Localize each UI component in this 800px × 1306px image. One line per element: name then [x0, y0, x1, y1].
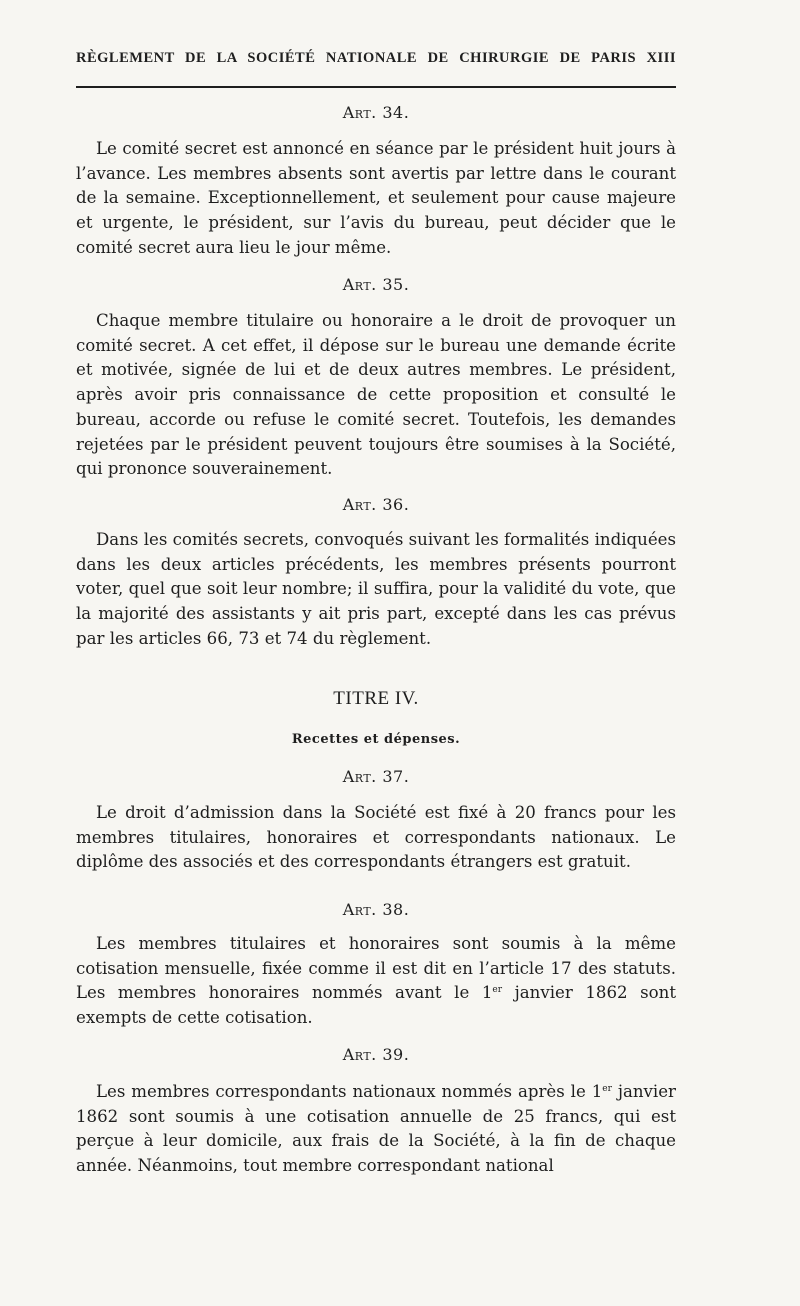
- section-title: TITRE IV.: [333, 688, 419, 709]
- article-35-heading: Art. 35.: [342, 275, 410, 294]
- article-39-text: [76, 1080, 676, 1179]
- article-38-text: [76, 932, 676, 1031]
- section-subtitle: Recettes et dépenses.: [291, 732, 461, 747]
- article-34-text: [76, 137, 676, 261]
- running-header: RÈGLEMENT DE LA SOCIÉTÉ NATIONALE DE CHIRURGIE DE PARIS XIII: [76, 50, 676, 66]
- article-36-heading: Art. 36.: [342, 495, 410, 514]
- article-35-text: [76, 309, 676, 482]
- article-37-text: [76, 801, 676, 875]
- article-38-paragraph: Les membres titulaires et honoraires sont soumis à la même cotisation mensuelle, fixée comme il est dit en l’article 17 des statuts. Les membres honoraires nommés avant le 1er janvier 1862 sont exempts de cette cotisation.: [76, 934, 677, 1028]
- article-36-text: [76, 528, 676, 652]
- article-39-paragraph: Les membres correspondants nationaux nommés après le 1er janvier 1862 sont soumis à une cotisation annuelle de 25 francs, qui est perçue à leur domicile, aux frais de la Société, à la fin de chaque année. Néanmoins, tout membre correspondant national: [76, 1082, 676, 1176]
- article-34-paragraph: Le comité secret est annoncé en séance par le président huit jours à l’avance. Les membres absents sont avertis par lettre dans le courant de la semaine. Exceptionnellement, et seulement pour cause majeure et urgente, le président, sur l’avis du bureau, peut décider que le comité secret aura lieu le jour même.: [76, 139, 676, 257]
- article-39-heading: Art. 39.: [342, 1045, 410, 1064]
- article-37-paragraph: Le droit d’admission dans la Société est fixé à 20 francs pour les membres titulaires, honoraires et correspondants nationaux. Le diplôme des associés et des correspondants étrangers est gratuit.: [76, 803, 676, 872]
- article-37-heading: Art. 37.: [342, 767, 410, 786]
- header-rule: [76, 86, 676, 88]
- article-38-heading: Art. 38.: [342, 900, 410, 919]
- article-35-paragraph: Chaque membre titulaire ou honoraire a le droit de provoquer un comité secret. A cet effet, il dépose sur le bureau une demande écrite et motivée, signée de lui et de deux autres membres. Le président, après avoir pris connaissance de cette proposition et consulté le bureau, accorde ou refuse le comité secret. Toutefois, les demandes rejetées par le président peuvent toujours être soumises à la Société, qui prononce souverainement.: [76, 311, 676, 479]
- article-34-heading: Art. 34.: [342, 103, 410, 122]
- article-36-paragraph: Dans les comités secrets, convoqués suivant les formalités indiquées dans les deux articles précédents, les membres présents pourront voter, quel que soit leur nombre; il suffira, pour la validité du vote, que la majorité des assistants y ait pris part, excepté dans les cas prévus par les articles 66, 73 et 74 du règlement.: [76, 530, 676, 648]
